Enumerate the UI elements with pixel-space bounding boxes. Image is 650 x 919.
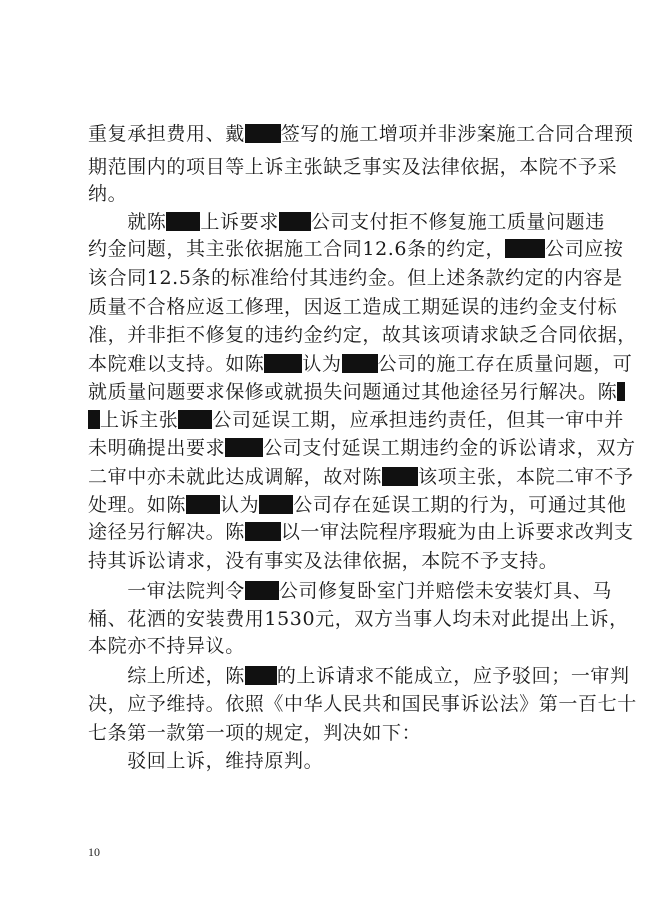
text-line: 期范围内的项目等上诉主张缺乏事实及法律依据，本院不予采 <box>88 156 618 178</box>
text-line: 综上所述，陈 的上诉请求不能成立，应予驳回；一审判 <box>88 665 630 687</box>
text-line: 质量不合格应返工修理，因返工造成工期延误的违约金支付标 <box>88 296 618 318</box>
text-line: 一审法院判令 公司修复卧室门并赔偿未安装灯具、马 <box>88 580 613 602</box>
redaction <box>88 410 100 429</box>
text-line: 二审中亦未就此达成调解，故对陈 该项主张，本院二审不予 <box>88 466 634 488</box>
text-line: 该合同12.5条的标准给付其违约金。但上述条款约定的内容是 <box>88 267 623 289</box>
text-line: 决，应予维持。依照《中华人民共和国民事诉讼法》第一百七十 <box>88 693 637 715</box>
text-line: 驳回上诉，维持原判。 <box>88 750 324 772</box>
text-line: 纳。 <box>88 183 128 205</box>
text-line: 重复承担费用、戴 签写的施工增项并非涉案施工合同合理预 <box>88 123 634 145</box>
text-line: 未明确提出要求 公司支付延误工期违约金的诉讼请求，双方 <box>88 437 636 459</box>
redaction <box>178 410 212 429</box>
redaction <box>245 581 279 600</box>
redaction <box>245 666 277 685</box>
redaction <box>186 495 220 514</box>
text-line: 上诉主张 公司延误工期，应承担违约责任，但其一审中并 <box>88 408 568 432</box>
text-line: 约金问题，其主张依据施工合同12.6条的约定， 公司应按 <box>88 238 624 260</box>
text-line: 就陈 上诉要求 公司支付拒不修复施工质量问题违 <box>88 211 605 233</box>
redaction <box>617 382 625 401</box>
page-number: 10 <box>88 845 100 859</box>
text-line: 处理。如陈 认为 公司存在延误工期的行为，可通过其他 <box>88 494 627 516</box>
text-line: 持其诉讼请求，没有事实及法律依据，本院不予支持。 <box>88 550 559 572</box>
redaction <box>342 354 378 373</box>
redaction <box>259 495 293 514</box>
redaction <box>225 438 263 457</box>
text-line: 准，并非拒不修复的违约金约定，故其该项请求缺乏合同依据， <box>88 324 637 346</box>
redaction <box>264 354 302 373</box>
redaction <box>382 467 418 486</box>
text-line: 本院难以支持。如陈 认为 公司的施工存在质量问题，可 <box>88 353 633 375</box>
text-line: 就质量问题要求保修或就损失问题通过其他途径另行解决。陈 <box>88 380 568 404</box>
redaction <box>279 212 311 231</box>
text-line: 本院亦不持异议。 <box>88 635 245 657</box>
redaction <box>505 239 545 258</box>
redaction <box>166 212 200 231</box>
redaction <box>245 522 281 541</box>
text-line: 桶、花洒的安装费用1530元，双方当事人均未对此提出上诉， <box>88 608 629 630</box>
text-line: 途径另行解决。陈 以一审法院程序瑕疵为由上诉要求改判支 <box>88 521 634 543</box>
redaction <box>245 124 281 143</box>
text-line: 七条第一款第一项的规定，判决如下： <box>88 722 422 744</box>
